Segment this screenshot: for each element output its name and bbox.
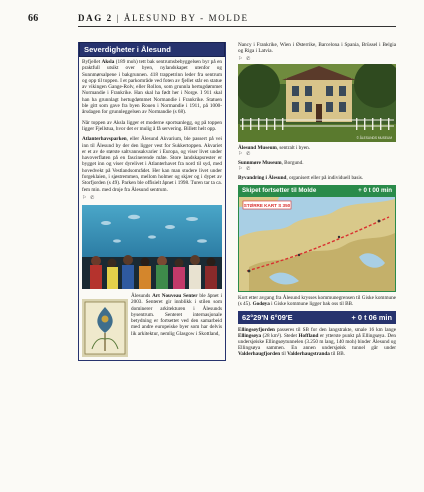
aquarium-photo (82, 205, 222, 289)
aksla-paragraph: Byfjellet Aksla (189 moh) tett bak sentrumsbebyggelsen byr på en praktfull utsikt over byen, nylandskapet utenfor og Sunnmørsalpene i bakgrunnen. 418 trappetrinn leder fra sentrum og opp til toppen. I et parkområde ved foten av fjellet står en statue av vikingen Gange-Rolv, eller Rollon, som grunnla hertugdømmet Normandie i Frankrike. Han skal ha født her i Norge. I 911 skal han ha grunnlagt hertugdømmet Normandie i Frankrike. Statuen ble gitt som gave fra byen Rouen i Normandie i 1911, på 1000-årsdagen for grunnleggelsen av Normandie (s 68). (82, 59, 222, 116)
art-nouveau-photo-svg (82, 299, 128, 357)
atlanterhavsparken-term: Atlanterhavsparken (82, 136, 127, 143)
header-rule (78, 26, 396, 27)
left-column (78, 42, 226, 361)
aquarium-info-icons: ⚐ ✆ (82, 194, 96, 201)
map-scale-label: STØRRE KART S 350 (243, 203, 291, 209)
sunnmore-museum-caption: Sunnmøre Museum, Borgund. (238, 159, 304, 166)
route-map (238, 196, 396, 292)
sunnmore-info-icons: ⚐ ✆ (238, 166, 252, 172)
map-header-time: + 0 t 00 min (358, 187, 392, 195)
route-map-svg (239, 197, 395, 291)
coordinate-label: 62°29'N 6°09'E (242, 312, 293, 322)
art-nouveau-paragraph: Ålesunds Art Nouveau Senter ble åpnet i 2003. Senteret gir innblikk i stilen som dominerer arkitekturen i Ålesunds bysentrum. Senteret internasjonale betydning er fortsettet ved den samarbeid med andre europeiske byer som har delvis lik arkitektur, nemlig Glasgow i Skottland, (131, 292, 223, 337)
sights-box (78, 42, 226, 361)
aksla-term: Aksla (101, 59, 115, 65)
art-nouveau-photo (82, 299, 128, 357)
museum-term: Ålesund Museum (238, 144, 277, 151)
page-number: 66 (28, 13, 39, 24)
museum-info-icons: ⚐ ✆ (238, 150, 252, 157)
photo-credit: © ÅLESUNDS MUSEUM (356, 135, 392, 140)
running-title (78, 13, 249, 23)
day-label: DAG 2 (78, 13, 113, 23)
page-header (0, 8, 424, 30)
art-nouveau-info-icons: ⚐ ✆ (238, 55, 252, 62)
sights-box-title: Severdigheter i Ålesund (79, 42, 225, 57)
fjellstua-paragraph: Når toppen av Aksla ligger et moderne sportsanlegg, og på toppen ligger Fjellstua, hvor det er mulig å få servering. Billett helt opp. (82, 119, 222, 132)
sunnmore-museum-term: Sunnmøre Museum (238, 159, 282, 166)
godoya-term: Godøya (252, 301, 270, 308)
atlanterhavsparken-paragraph: Atlanterhavsparken, eller Ålesund Akvarium, ble passert på vei inn til Ålesund by der den ligger vest for Sukkertoppen. Akvariet er et av de største saltvannsakvarier i Europa, og viser livet under havoverflaten på en fascinerende måte. Store landskapsrester er bygget inn og viser dyrelivet i Atlanterhavet fra nord til syd, med hovedvekt på Vestlandsområdet. Her kan man studere livet under forgeklaien, i sjøstremmen, mellom holmer og skjær og i dypet av Storfjorden (s 49). Parken ble offisielt åpnet i 1998. Turen tar ta ca. fem min. med droje fra Ålesund sentrum. (82, 136, 222, 193)
coordinate-time: + 0 t 06 min (351, 312, 392, 322)
museum-caption: Ålesund Museum, sentralt i byen. (238, 144, 311, 151)
map-header-label: Skipet fortsetter til Molde (242, 187, 317, 195)
ellingsoy-paragraph: Ellingsøyfjorden passeres til SB for den langstrakte, smale 16 km lange Ellingsøya (28 km²). Stedet Hoffland er ytterste punkt på Ellingsøya. Den undersjøiske Ellingsøytunnelen (3.250 m lang, 140 moh) binder Ålesund og Ellingsøya sammen. En annen undersjøisk tunnel går under Valderhaugfjorden til Valderhaugstranda til BB. (238, 326, 397, 358)
city-walk-term: Byvandring i Ålesund (238, 175, 287, 181)
partner-cities-paragraph: Nancy i Frankrike, Wien i Østerrike, Barcelona i Spania, Brüssel i Belgia og Riga i Latvia. (238, 42, 396, 55)
map-header (238, 185, 396, 196)
title-separator: | (116, 13, 124, 23)
coordinate-header (238, 311, 396, 324)
museum-photo-svg (238, 64, 396, 142)
giske-paragraph: Kort etter avgang fra Ålesund krysses kommunegrensen til Giske kommune (s 45). Godøya i Giske kommune ligger bak oss til BB. (238, 295, 396, 308)
route-label: ÅLESUND BY - MOLDE (123, 13, 249, 23)
aquarium-photo-svg (82, 205, 222, 289)
art-nouveau-term: Art Nouveau Senter (152, 292, 198, 299)
city-walk-caption: Byvandring i Ålesund, organisert eller på individuell basis. (238, 175, 364, 181)
right-column (238, 42, 396, 358)
museum-photo (238, 64, 396, 142)
art-nouveau-row (79, 291, 225, 360)
